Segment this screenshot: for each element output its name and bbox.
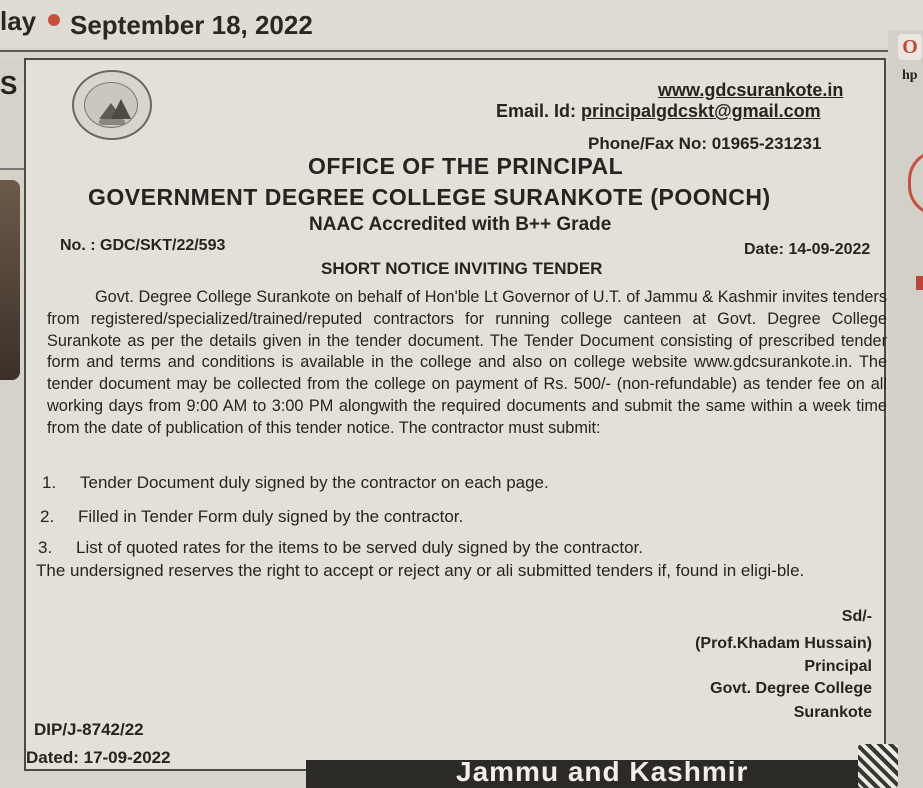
college-heading: GOVERNMENT DEGREE COLLEGE SURANKOTE (POONCH) xyxy=(88,184,771,210)
signature-sd: Sd/- xyxy=(841,608,872,625)
list-item-number: 1. xyxy=(42,473,57,492)
left-column-letter: S xyxy=(0,70,18,100)
list-item-text: Tender Document duly signed by the contractor on each page. xyxy=(80,473,549,492)
notice-body: Govt. Degree College Surankote on behalf of Hon'ble Lt Governor of U.T. of Jammu & Kashmir invites tenders from registered/specialized/trained/reputed contractors for running college canteen at Govt. Degree College Surankote as per the details given in the tender document. The Tender Document consisting of prescribed tender form and terms and conditions is available in the college and also on college website www.gdcsurankote.in. The tender document may be collected from the college on payment of Rs. 500/- (non-refundable) as tender fee on all working days from 9:00 AM to 3:00 PM alongwith the required documents and submit the same within a week time from the date of publication of this tender notice. The contractor must submit: xyxy=(47,288,887,437)
masthead-date: September 18, 2022 xyxy=(70,10,313,40)
accreditation-text: NAAC Accredited with B++ Grade xyxy=(309,214,612,235)
signatory-place: Surankote xyxy=(793,704,872,721)
phone-fax-text: Phone/Fax No: 01965-231231 xyxy=(588,134,822,153)
college-logo-icon xyxy=(72,70,152,140)
reference-number: No. : GDC/SKT/22/593 xyxy=(60,237,226,254)
signatory-designation: Principal xyxy=(804,658,872,675)
signatory-institution: Govt. Degree College xyxy=(710,680,872,697)
list-item-number: 3. xyxy=(38,538,53,557)
logo-lake-icon xyxy=(99,119,125,125)
signatory-name: (Prof.Khadam Hussain) xyxy=(695,635,872,652)
reference-date: Date: 14-09-2022 xyxy=(744,241,871,258)
bottom-advert-band xyxy=(306,756,886,788)
logo-inner-ring xyxy=(84,82,138,128)
newspaper-masthead xyxy=(0,0,923,48)
logo-peak-icon xyxy=(111,99,131,119)
website-text: www.gdcsurankote.in xyxy=(658,80,844,100)
notice-title: SHORT NOTICE INVITING TENDER xyxy=(321,259,603,278)
email-label: Email. Id: xyxy=(496,101,577,121)
left-column-fragment xyxy=(0,60,24,760)
list-item-text: List of quoted rates for the items to be served duly signed by the contractor. xyxy=(76,538,643,557)
dip-number: DIP/J-8742/22 xyxy=(34,720,144,739)
right-column-text: hp xyxy=(902,68,918,83)
dated-text: Dated: 17-09-2022 xyxy=(26,748,171,767)
list-item-text: Filled in Tender Form duly signed by the contractor. xyxy=(78,507,464,526)
left-column-rule xyxy=(0,168,24,170)
list-item xyxy=(40,507,463,527)
list-item xyxy=(38,538,643,558)
list-item xyxy=(42,473,549,493)
right-column-fragment xyxy=(888,30,923,788)
right-column-arc xyxy=(908,150,923,216)
office-heading: OFFICE OF THE PRINCIPAL xyxy=(308,153,624,179)
email-address: principalgdcskt@gmail.com xyxy=(581,101,821,121)
masthead-rule xyxy=(0,50,923,52)
emblem-icon xyxy=(858,744,898,788)
list-item-number: 2. xyxy=(40,507,55,526)
masthead-day: lay xyxy=(0,6,37,36)
closing-statement: The undersigned reserves the right to accept or reject any or ali submitted tenders if, found in eligi-ble. xyxy=(36,561,805,580)
email-line xyxy=(496,101,821,122)
left-column-photo xyxy=(0,180,20,380)
bottom-band-text: Jammu and Kashmir xyxy=(456,756,749,787)
bullet-dot-icon xyxy=(48,14,60,26)
tender-notice-box xyxy=(24,58,886,771)
right-column-letter-o: O xyxy=(898,34,922,60)
right-column-marker xyxy=(916,276,923,290)
